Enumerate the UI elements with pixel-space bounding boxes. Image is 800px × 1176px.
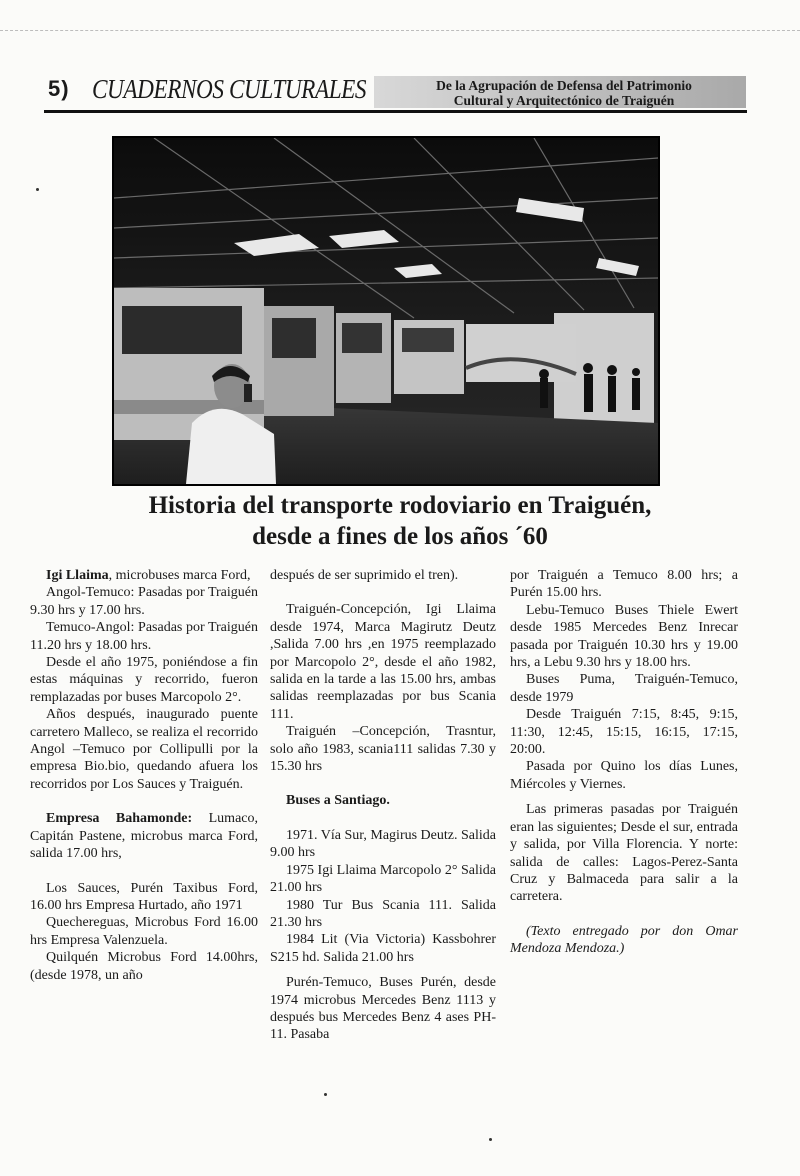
paragraph: Purén-Temuco, Buses Purén, desde 1974 microbus Mercedes Benz 1113 y después bus Mercedes Benz 4 ases PH-11. Pasaba bbox=[270, 975, 496, 1043]
paragraph: Traiguén-Concepción, Igi Llaima desde 1974, Marca Magirutz Deutz ,Salida 7.00 hrs ,en 1975 reemplazado por Marcopolo 2°, desde el año 1982, salida en la tarde a las 15.00 hrs, ambas salidas reemplazadas por bus Scania 111. bbox=[270, 602, 496, 722]
spacer bbox=[30, 863, 258, 880]
paragraph: Quilquén Microbus Ford 14.00hrs, (desde 1978, un año bbox=[30, 950, 258, 983]
headline-line-1: Historia del transporte rodoviario en Traiguén, bbox=[148, 492, 652, 519]
paragraph: Desde el año 1975, poniéndose a fin estas máquinas y recorrido, fueron remplazadas por buses Marcopolo 2°. bbox=[30, 655, 258, 705]
paragraph bbox=[30, 567, 258, 584]
paragraph: Traiguén –Concepción, Trasntur, solo año 1983, scania111 salidas 7.30 y 15.30 hrs bbox=[270, 724, 496, 775]
subtitle-line-2: Cultural y Arquitectónico de Traiguén bbox=[453, 93, 675, 108]
spacer bbox=[270, 584, 496, 601]
page-number: 5) bbox=[48, 76, 70, 101]
paragraph bbox=[30, 810, 258, 862]
company-name: Empresa Bahamonde: bbox=[46, 811, 193, 827]
spacer bbox=[30, 793, 258, 810]
paragraph: Lebu-Temuco Buses Thiele Ewert desde 1985 Mercedes Benz Inrecar pasada por Traiguén 10.30 hrs y 19.00 hrs, a Lebu 9.30 hrs y 18.00 hrs. bbox=[510, 602, 738, 671]
paragraph: Las primeras pasadas por Traiguén eran las siguientes; Desde el sur, entrada y salida, por Villa Florencia. Y norte: salida de calles: Lagos-Perez-Santa Cruz y Balmaceda para salir a la carretera. bbox=[510, 802, 738, 905]
spacer bbox=[270, 966, 496, 974]
column-3 bbox=[510, 567, 738, 958]
scan-speck bbox=[324, 1093, 327, 1096]
spacer bbox=[510, 793, 738, 801]
paragraph: 1984 Lit (Via Victoria) Kassbohrer S215 hd. Salida 21.00 hrs bbox=[270, 932, 496, 965]
paragraph: Los Sauces, Purén Taxibus Ford, 16.00 hrs Empresa Hurtado, año 1971 bbox=[30, 880, 258, 913]
paragraph: 1980 Tur Bus Scania 111. Salida 21.30 hrs bbox=[270, 897, 496, 930]
paragraph-text: Lumaco, Capitán Pastene, microbus marca Ford, salida 17.00 hrs, bbox=[30, 811, 258, 862]
spacer bbox=[270, 810, 496, 827]
paragraph-text: , microbuses marca Ford, bbox=[108, 568, 251, 583]
paragraph: Desde Traiguén 7:15, 8:45, 9:15, 11:30, 12:45, 15:15, 16:15, 17:15, 20:00. bbox=[510, 707, 738, 758]
paragraph: Angol-Temuco: Pasadas por Traiguén 9.30 hrs y 17.00 hrs. bbox=[30, 585, 258, 618]
paragraph: Pasada por Quino los días Lunes, Miércoles y Viernes. bbox=[510, 759, 738, 792]
paragraph: Años después, inaugurado puente carretero Malleco, se realiza el recorrido Angol –Temuco por Collipulli por la empresa Bio.bio, quedando afuera los recorridos por Los Sauces y Traiguén. bbox=[30, 707, 258, 792]
spacer bbox=[510, 906, 738, 923]
spacer bbox=[270, 775, 496, 792]
section-heading: Buses a Santiago. bbox=[286, 793, 390, 809]
publication-title: CUADERNOS CULTURALES bbox=[92, 74, 367, 104]
paragraph: 1971. Vía Sur, Magirus Deutz. Salida 9.00 hrs bbox=[270, 827, 496, 861]
photo-illustration bbox=[114, 138, 658, 484]
paragraph: Temuco-Angol: Pasadas por Traiguén 11.20 hrs y 18.00 hrs. bbox=[30, 620, 258, 653]
header-rule bbox=[44, 110, 747, 113]
scan-speck bbox=[36, 188, 39, 191]
company-name: Igi Llaima bbox=[46, 568, 109, 583]
paragraph: Quechereguas, Microbus Ford 16.00 hrs Empresa Valenzuela. bbox=[30, 915, 258, 948]
paragraph: Buses Puma, Traiguén-Temuco, desde 1979 bbox=[510, 672, 738, 705]
headline-line-2: desde a fines de los años ´60 bbox=[252, 523, 548, 550]
subtitle-line-1: De la Agrupación de Defensa del Patrimonio bbox=[436, 78, 692, 93]
article-headline bbox=[60, 490, 740, 552]
publication-subtitle bbox=[384, 78, 744, 108]
paragraph: 1975 Igi Llaima Marcopolo 2° Salida 21.00 hrs bbox=[270, 862, 496, 896]
paragraph: después de ser suprimido el tren). bbox=[270, 568, 459, 583]
scan-speck bbox=[489, 1138, 492, 1141]
page-header bbox=[44, 72, 747, 112]
paragraph: por Traiguén a Temuco 8.00 hrs; a Purén 15.00 hrs. bbox=[510, 568, 738, 601]
scan-edge bbox=[0, 30, 800, 32]
text-credit: (Texto entregado por don Omar Mendoza Mendoza.) bbox=[510, 923, 738, 957]
bus-terminal-photo bbox=[112, 136, 660, 486]
column-1 bbox=[30, 567, 258, 984]
column-2 bbox=[270, 567, 496, 1044]
